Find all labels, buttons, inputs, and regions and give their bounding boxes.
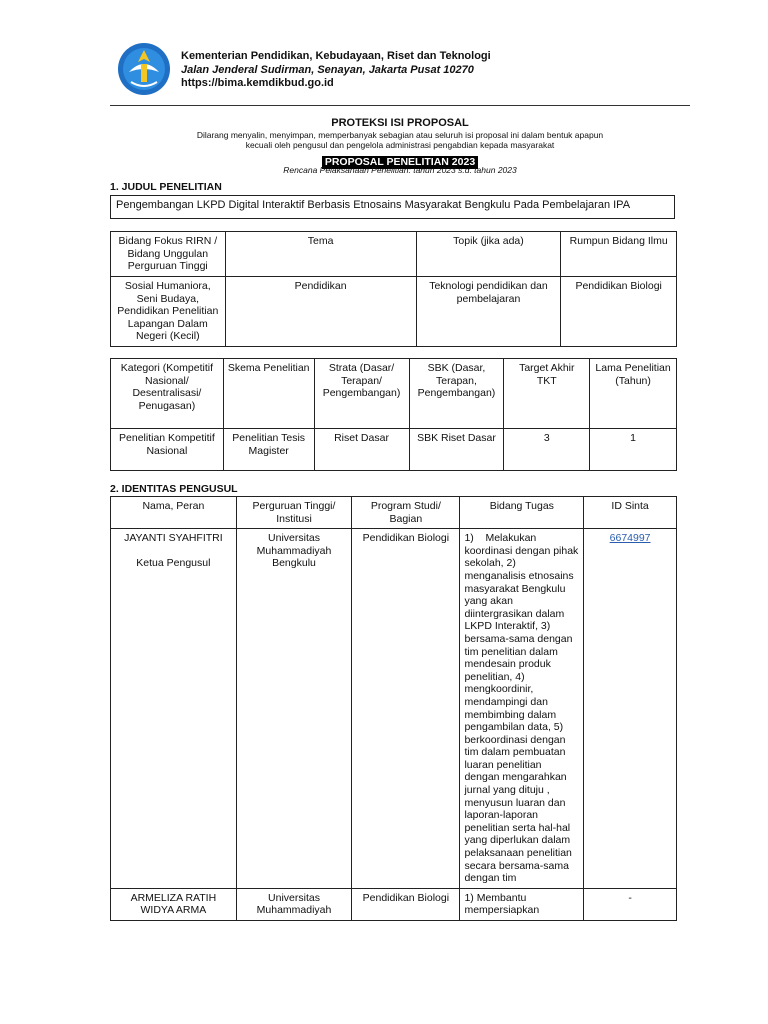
cat-cell-lama: 1 — [590, 429, 677, 471]
ministry-website[interactable]: https://bima.kemdikbud.go.id — [181, 77, 334, 89]
ministry-address: Jalan Jenderal Sudirman, Senayan, Jakarta Pusat 10270 — [181, 63, 474, 76]
protection-line-1: Dilarang menyalin, menyimpan, memperbanyak sebagian atau seluruh isi proposal ini dalam bentuk apapun — [196, 130, 604, 140]
cat-header-skema: Skema Penelitian — [223, 359, 314, 429]
team-header-sinta: ID Sinta — [584, 497, 677, 529]
cat-header-kategori: Kategori (Kompetitif Nasional/ Desentralisasi/ Penugasan) — [111, 359, 224, 429]
protection-line-2: kecuali oleh pengusul dan pengelola administrasi pengabdian kepada masyarakat — [245, 140, 555, 150]
tut-wuri-handayani-logo-icon — [117, 42, 171, 96]
ministry-header — [181, 50, 491, 91]
team-header-pt: Perguruan Tinggi/ Institusi — [236, 497, 351, 529]
team-header-prodi: Program Studi/ Bagian — [352, 497, 460, 529]
cat-header-tkt: Target Akhir TKT — [504, 359, 590, 429]
cat-cell-kategori: Penelitian Kompetitif Nasional — [111, 429, 224, 471]
cat-cell-tkt: 3 — [504, 429, 590, 471]
focus-header-topik: Topik (jika ada) — [416, 232, 561, 277]
ministry-name: Kementerian Pendidikan, Kebudayaan, Riset dan Teknologi — [181, 50, 491, 62]
cat-cell-skema: Penelitian Tesis Magister — [223, 429, 314, 471]
focus-header-tema: Tema — [225, 232, 416, 277]
sinta-link[interactable]: 6674997 — [609, 532, 651, 545]
cat-cell-strata: Riset Dasar — [314, 429, 409, 471]
proposal-title: PROPOSAL PENELITIAN 2023 — [322, 156, 478, 169]
focus-cell-topik: Teknologi pendidikan dan pembelajaran — [416, 277, 561, 347]
team-cell-tasks: 1) Membantu mempersiapkan — [460, 888, 584, 920]
cat-header-strata: Strata (Dasar/ Terapan/ Pengembangan) — [314, 359, 409, 429]
team-header-nama: Nama, Peran — [111, 497, 237, 529]
header-divider — [110, 105, 690, 106]
focus-cell-rumpun: Pendidikan Biologi — [561, 277, 677, 347]
focus-table — [110, 231, 677, 347]
team-cell-program: Pendidikan Biologi — [352, 888, 460, 920]
cat-header-lama: Lama Penelitian (Tahun) — [590, 359, 677, 429]
focus-header-bidang: Bidang Fokus RIRN / Bidang Unggulan Perguruan Tinggi — [111, 232, 226, 277]
category-table — [110, 358, 677, 471]
protection-title: PROTEKSI ISI PROPOSAL — [331, 117, 469, 129]
protection-note — [110, 130, 690, 150]
team-cell-program: Pendidikan Biologi — [352, 529, 460, 889]
team-header-tugas: Bidang Tugas — [460, 497, 584, 529]
team-cell-sinta — [584, 529, 677, 889]
cat-cell-sbk: SBK Riset Dasar — [409, 429, 504, 471]
team-cell-institution: Universitas Muhammadiyah Bengkulu — [236, 529, 351, 889]
team-cell-name: ARMELIZA RATIH WIDYA ARMA — [111, 888, 237, 920]
team-cell-tasks: 1) Melakukan koordinasi dengan pihak sekolah, 2) menganalisis etnosains masyarakat Bengkulu yang akan diintergrasikan dalam LKPD Interaktif, 3) bersama-sama dengan tim penelitian dalam mendesain produk penelitian, 4) mengkoordinir, mendampingi dan membimbing dalam pengambilan data, 5) berkoordinasi dengan tim dalam pembuatan luaran penelitian dengan mengarahkan jurnal yang dituju , menyusun luaran dan laporan-laporan penelitian serta hal-hal yang diperlukan dalam pelaksanaan penelitian secara bersama-sama dengan tim — [460, 529, 584, 889]
team-cell-institution: Universitas Muhammadiyah — [236, 888, 351, 920]
focus-cell-tema: Pendidikan — [225, 277, 416, 347]
team-cell-name — [111, 529, 237, 889]
rencana-pelaksanaan: Rencana Pelaksanaan Penelitian: tahun 2023 s.d. tahun 2023 — [283, 165, 517, 175]
team-row — [111, 529, 677, 889]
team-table — [110, 496, 677, 921]
member-role: Ketua Pengusul — [136, 556, 211, 569]
section-2-heading: 2. IDENTITAS PENGUSUL — [110, 483, 238, 495]
team-row — [111, 888, 677, 920]
cat-header-sbk: SBK (Dasar, Terapan, Pengembangan) — [409, 359, 504, 429]
member-name: JAYANTI SYAHFITRI — [124, 532, 223, 545]
research-title: Pengembangan LKPD Digital Interaktif Berbasis Etnosains Masyarakat Bengkulu Pada Pembelajaran IPA — [110, 195, 675, 219]
focus-header-rumpun: Rumpun Bidang Ilmu — [561, 232, 677, 277]
team-cell-sinta: - — [584, 888, 677, 920]
section-1-heading: 1. JUDUL PENELITIAN — [110, 181, 222, 193]
focus-cell-bidang: Sosial Humaniora, Seni Budaya, Pendidikan Penelitian Lapangan Dalam Negeri (Kecil) — [111, 277, 226, 347]
